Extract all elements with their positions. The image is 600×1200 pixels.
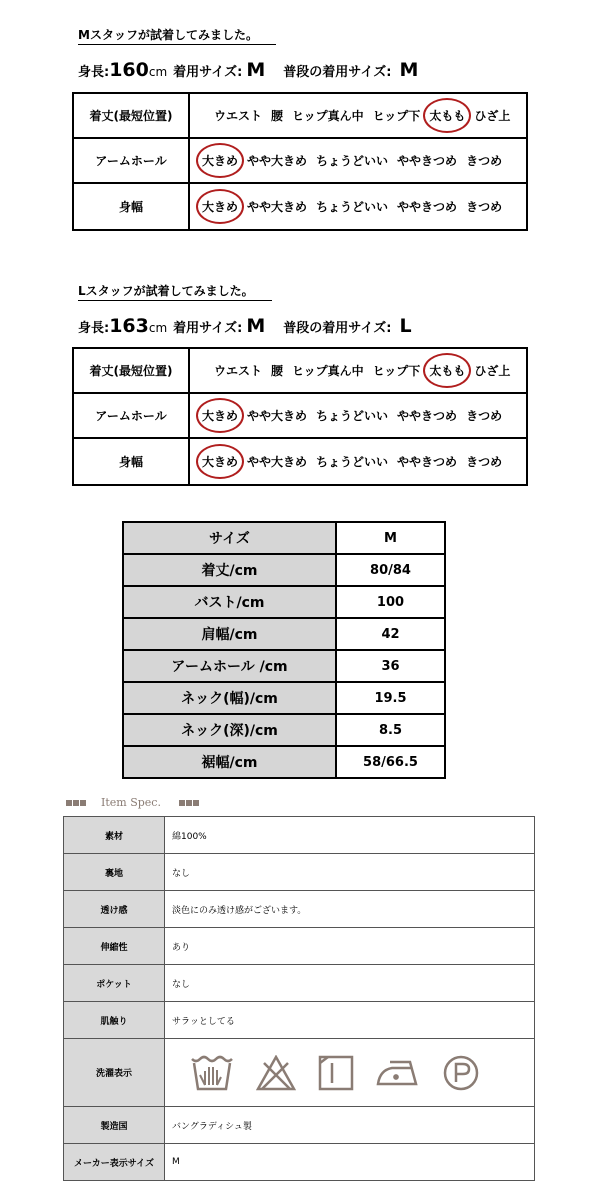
fit-option: ウエスト [214, 109, 263, 123]
spec-value: なし [165, 854, 535, 891]
fit-option: ヒップ下 [372, 364, 421, 378]
size-value: 19.5 [336, 682, 445, 714]
size-header-label: サイズ [123, 522, 336, 554]
fit-options [190, 394, 526, 437]
height-value: 160 [109, 59, 149, 81]
fit-option: やや大きめ [247, 455, 308, 469]
fit-row-length [74, 94, 526, 139]
spec-row [64, 965, 535, 1002]
care-symbols [165, 1039, 535, 1107]
spec-label: 製造国 [64, 1107, 165, 1144]
size-value: 42 [336, 618, 445, 650]
size-table-header-row [123, 522, 445, 554]
wear-size-label: 着用サイズ: [173, 321, 243, 336]
height-label: 身長: [78, 321, 110, 336]
size-row [123, 650, 445, 682]
size-value: 8.5 [336, 714, 445, 746]
fit-option: ちょうどいい [316, 200, 389, 214]
fit-option-circled: 大きめ [202, 455, 239, 469]
spec-row [64, 817, 535, 854]
fit-option-circled: 大きめ [202, 200, 239, 214]
size-label: アームホール /cm [123, 650, 336, 682]
fit-option: きつめ [466, 455, 503, 469]
spec-label: メーカー表示サイズ [64, 1144, 165, 1181]
size-value: 100 [336, 586, 445, 618]
fit-row-width [74, 184, 526, 229]
hand-wash-icon [190, 1055, 234, 1091]
size-value: 36 [336, 650, 445, 682]
usual-size-value: L [399, 315, 412, 337]
m-staff-stats [78, 59, 418, 81]
size-row [123, 554, 445, 586]
spec-label: 透け感 [64, 891, 165, 928]
m-staff-fit-table [72, 92, 528, 231]
spec-label: 洗濯表示 [64, 1039, 165, 1107]
fit-label: 着丈(最短位置) [74, 94, 190, 137]
size-value: 58/66.5 [336, 746, 445, 778]
fit-option: きつめ [466, 154, 503, 168]
spec-label: 肌触り [64, 1002, 165, 1039]
usual-size-label: 普段の着用サイズ: [283, 321, 392, 336]
wear-size-value: M [246, 59, 266, 81]
size-label: ネック(深)/cm [123, 714, 336, 746]
item-spec-heading [66, 796, 200, 809]
spec-value: 淡色にのみ透け感がございます。 [165, 891, 535, 928]
fit-row-armhole [74, 139, 526, 184]
usual-size-value: M [399, 59, 419, 81]
size-label: 裾幅/cm [123, 746, 336, 778]
spec-label: 素材 [64, 817, 165, 854]
fit-option: やや大きめ [247, 154, 308, 168]
fit-label: アームホール [74, 394, 190, 437]
do-not-bleach-icon [256, 1055, 296, 1091]
size-row [123, 746, 445, 778]
dry-clean-p-icon [442, 1054, 480, 1092]
spec-value: サラッとしてる [165, 1002, 535, 1039]
fit-option: ひざ上 [474, 109, 511, 123]
item-spec-title: Item Spec. [101, 796, 161, 809]
fit-option: ヒップ下 [372, 109, 421, 123]
fit-option: やや大きめ [247, 409, 308, 423]
fit-row-width [74, 439, 526, 484]
height-value: 163 [109, 315, 149, 337]
wear-size-label: 着用サイズ: [173, 65, 243, 80]
fit-options [190, 349, 526, 392]
decor-squares [179, 796, 200, 809]
fit-option-circled: 大きめ [202, 409, 239, 423]
spec-row [64, 1144, 535, 1181]
m-staff-heading: Mスタッフが試着してみました。 [78, 26, 276, 45]
spec-value: バングラディシュ製 [165, 1107, 535, 1144]
size-row [123, 682, 445, 714]
usual-size-label: 普段の着用サイズ: [283, 65, 392, 80]
spec-row-care [64, 1039, 535, 1107]
fit-option: ややきつめ [397, 409, 458, 423]
fit-label: 身幅 [74, 439, 190, 484]
fit-label: 着丈(最短位置) [74, 349, 190, 392]
size-label: 肩幅/cm [123, 618, 336, 650]
size-table [122, 521, 446, 779]
fit-option: 腰 [271, 109, 284, 123]
spec-label: ポケット [64, 965, 165, 1002]
size-header-value: M [336, 522, 445, 554]
fit-option: ちょうどいい [316, 154, 389, 168]
fit-row-length [74, 349, 526, 394]
size-label: ネック(幅)/cm [123, 682, 336, 714]
fit-option-circled: 大きめ [202, 154, 239, 168]
l-staff-fit-table [72, 347, 528, 486]
size-value: 80/84 [336, 554, 445, 586]
fit-option: ややきつめ [397, 154, 458, 168]
spec-value: なし [165, 965, 535, 1002]
spec-row [64, 1107, 535, 1144]
spec-row [64, 891, 535, 928]
fit-option: きつめ [466, 409, 503, 423]
line-dry-icon [318, 1055, 354, 1091]
fit-option: ややきつめ [397, 455, 458, 469]
height-label: 身長: [78, 65, 110, 80]
fit-option: ウエスト [214, 364, 263, 378]
size-label: バスト/cm [123, 586, 336, 618]
fit-option: ヒップ真ん中 [292, 109, 364, 123]
spec-value: 綿100% [165, 817, 535, 854]
fit-option: 腰 [271, 364, 284, 378]
item-spec-table [63, 816, 535, 1181]
fit-options [190, 439, 526, 484]
fit-option: やや大きめ [247, 200, 308, 214]
size-row [123, 714, 445, 746]
wear-size-value: M [246, 315, 266, 337]
fit-option: ひざ上 [474, 364, 511, 378]
iron-low-icon [376, 1058, 420, 1088]
height-unit: cm [148, 321, 168, 335]
fit-option-circled: 太もも [429, 364, 466, 378]
fit-label: 身幅 [74, 184, 190, 229]
spec-label: 裏地 [64, 854, 165, 891]
fit-label: アームホール [74, 139, 190, 182]
fit-row-armhole [74, 394, 526, 439]
fit-options [190, 139, 526, 182]
spec-row [64, 1002, 535, 1039]
size-row [123, 586, 445, 618]
fit-option: ヒップ真ん中 [292, 364, 364, 378]
fit-option: ちょうどいい [316, 455, 389, 469]
height-unit: cm [148, 65, 168, 79]
fit-options [190, 94, 526, 137]
spec-value: M [165, 1144, 535, 1181]
size-label: 着丈/cm [123, 554, 336, 586]
fit-option-circled: 太もも [429, 109, 466, 123]
spec-value: あり [165, 928, 535, 965]
size-row [123, 618, 445, 650]
fit-option: ちょうどいい [316, 409, 389, 423]
fit-option: ややきつめ [397, 200, 458, 214]
fit-option: きつめ [466, 200, 503, 214]
fit-options [190, 184, 526, 229]
decor-squares [66, 796, 87, 809]
l-staff-stats [78, 315, 412, 337]
spec-row [64, 854, 535, 891]
l-staff-heading: Lスタッフが試着してみました。 [78, 282, 272, 301]
spec-row [64, 928, 535, 965]
spec-label: 伸縮性 [64, 928, 165, 965]
